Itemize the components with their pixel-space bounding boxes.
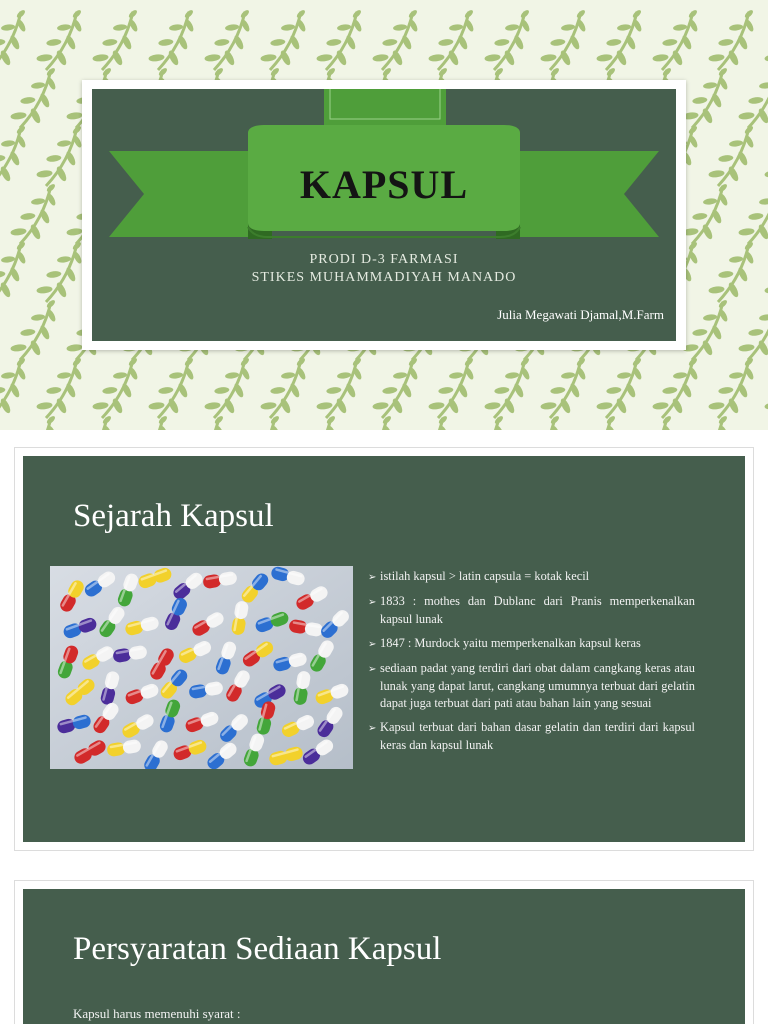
arrow-bullet-icon: ➢: [368, 572, 377, 583]
requirements-slide: [14, 880, 754, 1024]
history-bullet-list: [368, 568, 695, 761]
slide-panel: [23, 456, 745, 842]
history-slide: [14, 447, 754, 851]
list-item: ➢ 1833 : mothes dan Dublanc dari Pranis memperkenalkan kapsul lunak: [368, 594, 695, 626]
subtitle-institution: STIKES MUHAMMADIYAH MANADO: [251, 270, 517, 285]
slide-title: Sejarah Kapsul: [73, 498, 274, 534]
list-item: ➢ sediaan padat yang terdiri dari obat dalam cangkang keras atau lunak yang dapat larut, cangkang umumnya terbuat dari gelatin dapat juga terbuat dari pati atau bahan lain yang sesuai: [368, 661, 695, 710]
green-ribbon-banner: [92, 89, 676, 341]
slide-panel: [23, 889, 745, 1024]
author-name: Julia Megawati Djamal,M.Farm: [497, 307, 664, 322]
capsules-photo: [50, 566, 353, 769]
subtitle-program: PRODI D-3 FARMASI: [309, 252, 459, 267]
arrow-bullet-icon: ➢: [368, 639, 377, 650]
slide-body-text: Kapsul harus memenuhi syarat :: [73, 1006, 241, 1021]
arrow-bullet-icon: ➢: [368, 597, 377, 608]
list-item: ➢ 1847 : Murdock yaitu memperkenalkan kapsul keras: [368, 635, 695, 653]
arrow-bullet-icon: ➢: [368, 723, 377, 734]
list-item: ➢ istilah kapsul > latin capsula = kotak kecil: [368, 568, 695, 586]
list-item: ➢ Kapsul terbuat dari bahan dasar gelatin dan terdiri dari kapsul keras dan kapsul lunak: [368, 720, 695, 752]
arrow-bullet-icon: ➢: [368, 664, 377, 675]
presentation-title: KAPSUL: [299, 162, 469, 207]
title-slide: [0, 0, 768, 430]
title-panel: [92, 89, 676, 341]
slide-title: Persyaratan Sediaan Kapsul: [73, 931, 442, 967]
title-card: [82, 80, 686, 350]
